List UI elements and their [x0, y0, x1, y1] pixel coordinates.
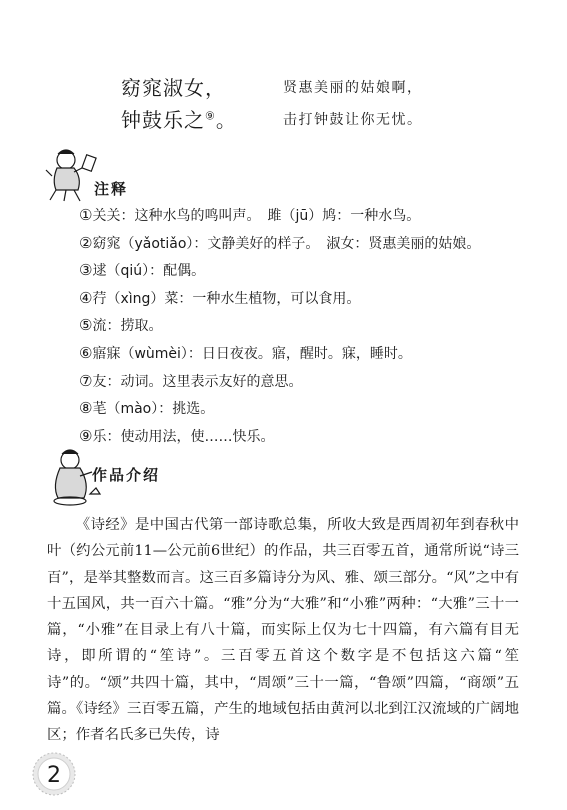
note-number: ⑥	[79, 343, 93, 362]
note-number: ③	[79, 261, 93, 280]
intro-body	[47, 512, 519, 749]
note-text: 流：捞取。	[92, 318, 163, 335]
note-item	[79, 230, 539, 258]
note-item	[79, 423, 539, 451]
note-item	[79, 312, 539, 340]
poem-line-2-end: 。	[215, 108, 237, 132]
note-text: 友：动词。这里表示友好的意思。	[92, 373, 303, 390]
note-number: ⑨	[79, 426, 93, 445]
note-text: 关关：这种水鸟的鸣叫声。 雎（jū）鸠：一种水鸟。	[92, 208, 421, 224]
note-number: ⑦	[79, 371, 93, 390]
notes-list	[79, 202, 539, 450]
note-number: ④	[79, 288, 93, 307]
note-text: 寤寐（wùmèi）：日日夜夜。寤，醒时。寐，睡时。	[92, 345, 412, 362]
note-number: ②	[79, 233, 93, 252]
poem-translation-1: 贤惠美丽的姑娘啊，	[283, 80, 423, 96]
note-number: ①	[79, 206, 93, 224]
note-text: 荇（xìng）菜：一种水生植物，可以食用。	[92, 290, 361, 307]
poem-line-2-text: 钟鼓乐之	[121, 108, 205, 132]
notes-heading: 注释	[94, 180, 129, 198]
note-number: ⑤	[79, 316, 93, 335]
note-item	[79, 257, 539, 285]
page-number: 2	[47, 763, 61, 788]
note-item	[79, 285, 539, 313]
note-text: 乐：使动用法，使……快乐。	[92, 428, 275, 445]
note-item	[79, 368, 539, 396]
poem-line-1	[121, 72, 226, 101]
note-item	[79, 340, 539, 368]
note-number: ⑧	[79, 399, 93, 418]
note-text: 窈窕（yǎotiǎo）：文静美好的样子。 淑女：贤惠美丽的姑娘。	[92, 235, 481, 252]
poem-line-2	[121, 104, 237, 133]
note-item	[79, 395, 539, 423]
page-number-badge	[30, 750, 78, 798]
note-marker: ⑨	[205, 109, 216, 123]
note-item	[79, 202, 539, 230]
intro-heading: 作品介绍	[92, 466, 161, 484]
poem-translation-2: 击打钟鼓让你无忧。	[283, 112, 423, 128]
note-text: 芼（mào）：挑选。	[92, 401, 215, 418]
note-text: 逑（qiú）：配偶。	[92, 263, 206, 280]
poem-line-1-text: 窈窕淑女，	[121, 76, 226, 100]
intro-paragraph: 《诗经》是中国古代第一部诗歌总集，所收大致是西周初年到春秋中叶（约公元前11—公元前6世纪）的作品，共三百零五首，通常所说“诗三百”，是举其整数而言。这三百多篇诗分为风、雅、颂三部分。“风”之中有十五国风，共一百六十篇。“雅”分为“大雅”和“小雅”两种：“大雅”三十一篇，“小雅”在目录上有八十篇，而实际上仅为七十四篇，有六篇有目无诗，即所谓的“笙诗”。三百零五首这个数字是不包括这六篇“笙诗”的。“颂”共四十篇，其中，“周颂”三十一篇，“鲁颂”四篇，“商颂”五篇。《诗经》三百零五篇，产生的地域包括由黄河以北到江汉流域的广阔地区；作者名氏多已失传，诗	[47, 517, 519, 744]
